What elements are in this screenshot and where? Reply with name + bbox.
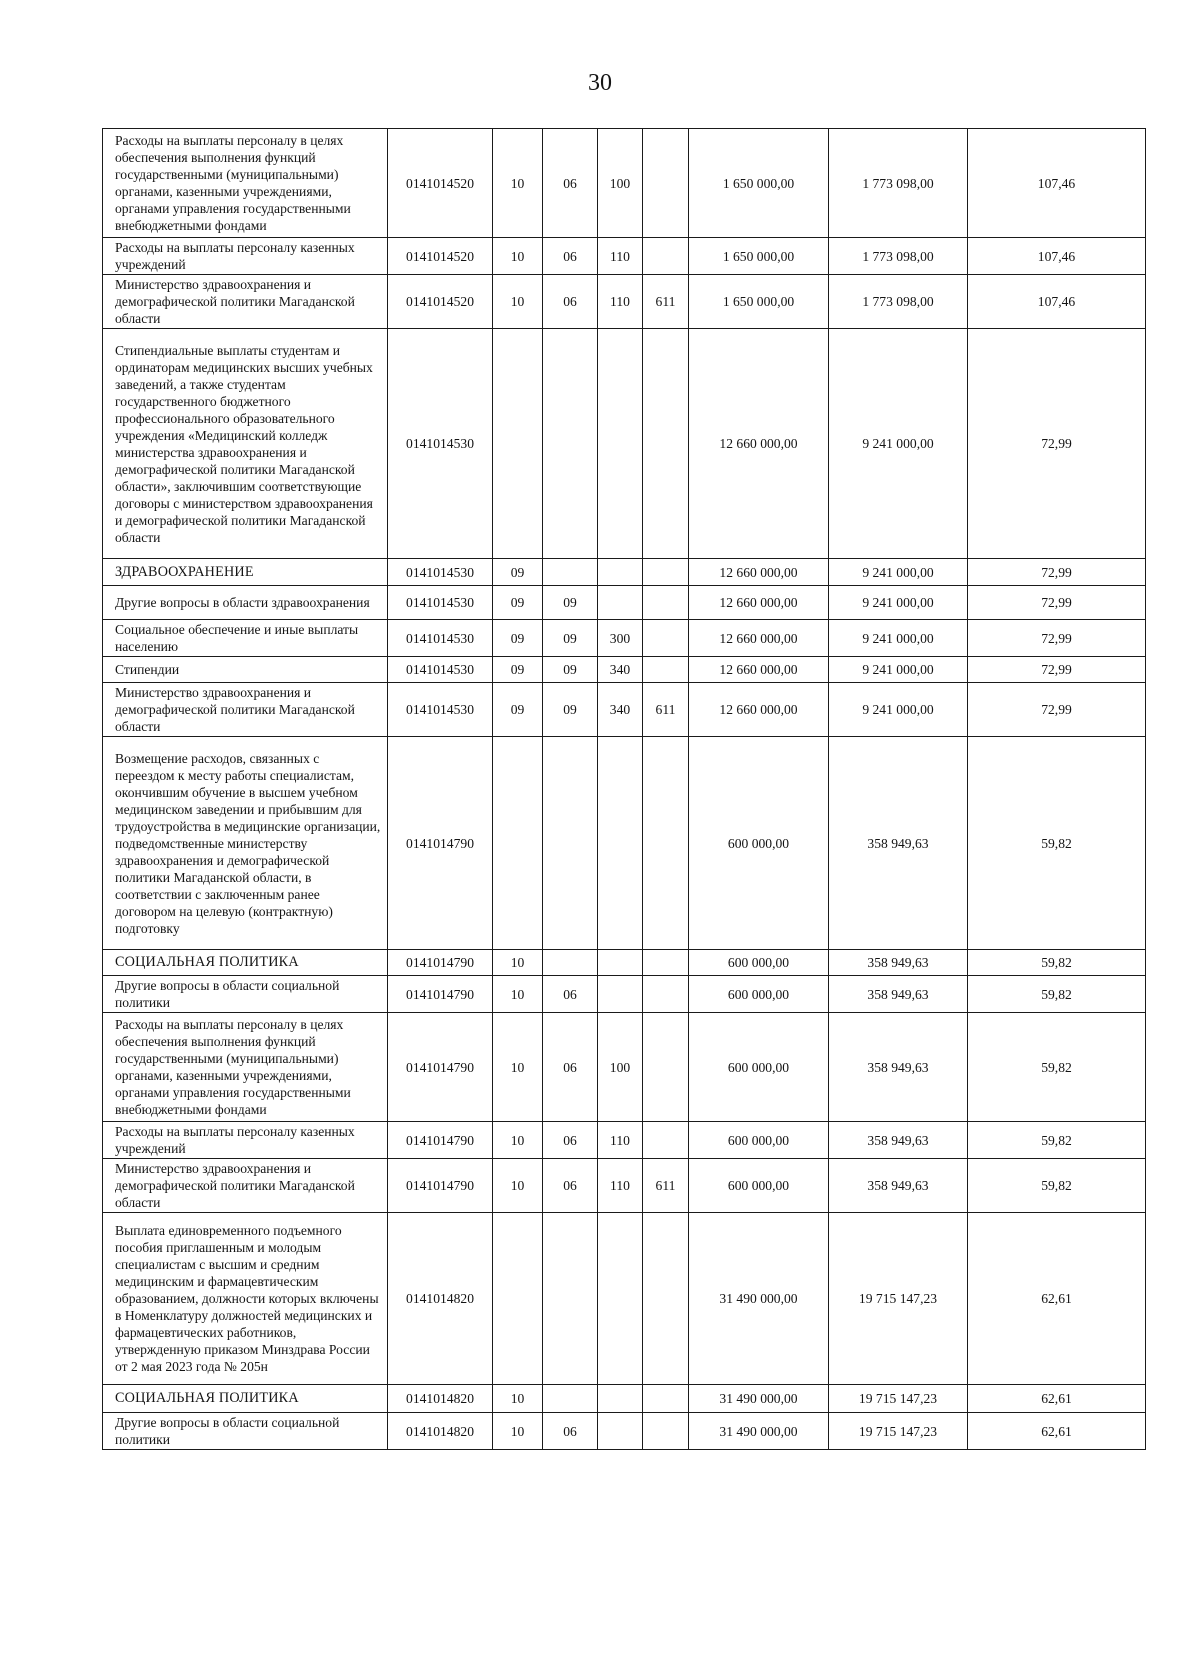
planned-amount: 12 660 000,00 bbox=[689, 657, 829, 683]
section-code bbox=[493, 1213, 543, 1385]
execution-percent: 59,82 bbox=[968, 1159, 1146, 1213]
table-row bbox=[103, 1013, 1146, 1122]
actual-amount: 358 949,63 bbox=[829, 1122, 968, 1159]
actual-amount: 9 241 000,00 bbox=[829, 683, 968, 737]
ministry-code bbox=[643, 737, 689, 950]
ministry-code: 611 bbox=[643, 1159, 689, 1213]
subsection-code: 06 bbox=[543, 1013, 598, 1122]
ministry-code: 611 bbox=[643, 275, 689, 329]
table-row bbox=[103, 737, 1146, 950]
table-row bbox=[103, 329, 1146, 559]
row-name: Другие вопросы в области социальной политики bbox=[103, 976, 388, 1013]
table-row bbox=[103, 620, 1146, 657]
subsection-code: 06 bbox=[543, 1413, 598, 1450]
table-row bbox=[103, 1413, 1146, 1450]
section-code bbox=[493, 737, 543, 950]
expense-type-code: 340 bbox=[598, 657, 643, 683]
page-number: 30 bbox=[588, 70, 612, 96]
actual-amount: 1 773 098,00 bbox=[829, 275, 968, 329]
subsection-code: 09 bbox=[543, 657, 598, 683]
expense-type-code: 300 bbox=[598, 620, 643, 657]
expense-type-code: 100 bbox=[598, 1013, 643, 1122]
target-article-code: 0141014530 bbox=[388, 329, 493, 559]
row-name: Другие вопросы в области социальной политики bbox=[103, 1413, 388, 1450]
section-code: 10 bbox=[493, 129, 543, 238]
row-name: Министерство здравоохранения и демографической политики Магаданской области bbox=[103, 275, 388, 329]
target-article-code: 0141014520 bbox=[388, 238, 493, 275]
subsection-code: 09 bbox=[543, 683, 598, 737]
execution-percent: 62,61 bbox=[968, 1213, 1146, 1385]
planned-amount: 12 660 000,00 bbox=[689, 683, 829, 737]
planned-amount: 12 660 000,00 bbox=[689, 559, 829, 586]
planned-amount: 31 490 000,00 bbox=[689, 1413, 829, 1450]
planned-amount: 31 490 000,00 bbox=[689, 1213, 829, 1385]
table-row bbox=[103, 586, 1146, 620]
table-row bbox=[103, 275, 1146, 329]
execution-percent: 62,61 bbox=[968, 1413, 1146, 1450]
expense-type-code: 110 bbox=[598, 1159, 643, 1213]
table-row bbox=[103, 1122, 1146, 1159]
row-name: Возмещение расходов, связанных с переездом к месту работы специалистам, окончившим обучение в высшем учебном медицинском заведении и прибывшим для трудоустройства в медицинские организации, подведомственные министерству здравоохранения и демографической политики Магаданской области, в соответствии с заключенным ранее договором на целевую (контрактную) подготовку bbox=[103, 737, 388, 950]
actual-amount: 19 715 147,23 bbox=[829, 1413, 968, 1450]
row-name: СОЦИАЛЬНАЯ ПОЛИТИКА bbox=[103, 1385, 388, 1413]
execution-percent: 59,82 bbox=[968, 737, 1146, 950]
subsection-code: 06 bbox=[543, 1122, 598, 1159]
expense-type-code bbox=[598, 950, 643, 976]
section-code: 10 bbox=[493, 1413, 543, 1450]
ministry-code bbox=[643, 950, 689, 976]
expense-type-code: 110 bbox=[598, 1122, 643, 1159]
row-name: Расходы на выплаты персоналу в целях обеспечения выполнения функций государственными (муниципальными) органами, казенными учреждениями, органами управления государственными внебюджетными фондами bbox=[103, 129, 388, 238]
ministry-code bbox=[643, 657, 689, 683]
actual-amount: 9 241 000,00 bbox=[829, 329, 968, 559]
expense-type-code bbox=[598, 1385, 643, 1413]
actual-amount: 1 773 098,00 bbox=[829, 129, 968, 238]
expense-type-code bbox=[598, 737, 643, 950]
ministry-code bbox=[643, 1122, 689, 1159]
section-code: 10 bbox=[493, 1159, 543, 1213]
section-code: 09 bbox=[493, 620, 543, 657]
actual-amount: 19 715 147,23 bbox=[829, 1385, 968, 1413]
actual-amount: 9 241 000,00 bbox=[829, 620, 968, 657]
planned-amount: 1 650 000,00 bbox=[689, 129, 829, 238]
planned-amount: 600 000,00 bbox=[689, 1013, 829, 1122]
target-article-code: 0141014520 bbox=[388, 129, 493, 238]
target-article-code: 0141014530 bbox=[388, 683, 493, 737]
expense-type-code: 110 bbox=[598, 238, 643, 275]
target-article-code: 0141014790 bbox=[388, 976, 493, 1013]
section-code: 10 bbox=[493, 1385, 543, 1413]
row-name: Министерство здравоохранения и демографической политики Магаданской области bbox=[103, 1159, 388, 1213]
target-article-code: 0141014520 bbox=[388, 275, 493, 329]
actual-amount: 9 241 000,00 bbox=[829, 657, 968, 683]
expense-type-code: 340 bbox=[598, 683, 643, 737]
table-row bbox=[103, 683, 1146, 737]
ministry-code bbox=[643, 1385, 689, 1413]
planned-amount: 1 650 000,00 bbox=[689, 238, 829, 275]
subsection-code: 06 bbox=[543, 976, 598, 1013]
planned-amount: 12 660 000,00 bbox=[689, 620, 829, 657]
row-name: СОЦИАЛЬНАЯ ПОЛИТИКА bbox=[103, 950, 388, 976]
row-name: Расходы на выплаты персоналу в целях обеспечения выполнения функций государственными (муниципальными) органами, казенными учреждениями, органами управления государственными внебюджетными фондами bbox=[103, 1013, 388, 1122]
subsection-code bbox=[543, 737, 598, 950]
planned-amount: 600 000,00 bbox=[689, 976, 829, 1013]
target-article-code: 0141014790 bbox=[388, 1122, 493, 1159]
section-code: 09 bbox=[493, 586, 543, 620]
expense-type-code bbox=[598, 329, 643, 559]
row-name: Социальное обеспечение и иные выплаты населению bbox=[103, 620, 388, 657]
target-article-code: 0141014530 bbox=[388, 657, 493, 683]
row-name: Расходы на выплаты персоналу казенных учреждений bbox=[103, 1122, 388, 1159]
execution-percent: 72,99 bbox=[968, 329, 1146, 559]
ministry-code bbox=[643, 976, 689, 1013]
planned-amount: 600 000,00 bbox=[689, 1122, 829, 1159]
subsection-code: 06 bbox=[543, 129, 598, 238]
execution-percent: 59,82 bbox=[968, 950, 1146, 976]
actual-amount: 1 773 098,00 bbox=[829, 238, 968, 275]
actual-amount: 358 949,63 bbox=[829, 976, 968, 1013]
target-article-code: 0141014820 bbox=[388, 1213, 493, 1385]
execution-percent: 72,99 bbox=[968, 620, 1146, 657]
planned-amount: 600 000,00 bbox=[689, 1159, 829, 1213]
planned-amount: 31 490 000,00 bbox=[689, 1385, 829, 1413]
execution-percent: 59,82 bbox=[968, 976, 1146, 1013]
execution-percent: 107,46 bbox=[968, 129, 1146, 238]
row-name: Стипендии bbox=[103, 657, 388, 683]
execution-percent: 107,46 bbox=[968, 238, 1146, 275]
actual-amount: 9 241 000,00 bbox=[829, 559, 968, 586]
expense-type-code: 100 bbox=[598, 129, 643, 238]
expense-type-code bbox=[598, 976, 643, 1013]
subsection-code: 06 bbox=[543, 1159, 598, 1213]
budget-table bbox=[102, 128, 1146, 1450]
target-article-code: 0141014790 bbox=[388, 1159, 493, 1213]
execution-percent: 72,99 bbox=[968, 657, 1146, 683]
table-row bbox=[103, 657, 1146, 683]
subsection-code: 09 bbox=[543, 620, 598, 657]
subsection-code bbox=[543, 1385, 598, 1413]
row-name: ЗДРАВООХРАНЕНИЕ bbox=[103, 559, 388, 586]
planned-amount: 600 000,00 bbox=[689, 737, 829, 950]
expense-type-code bbox=[598, 1213, 643, 1385]
row-name: Министерство здравоохранения и демографической политики Магаданской области bbox=[103, 683, 388, 737]
expense-type-code: 110 bbox=[598, 275, 643, 329]
expense-type-code bbox=[598, 586, 643, 620]
actual-amount: 19 715 147,23 bbox=[829, 1213, 968, 1385]
row-name: Расходы на выплаты персоналу казенных учреждений bbox=[103, 238, 388, 275]
row-name: Выплата единовременного подъемного пособия приглашенным и молодым специалистам с высшим и средним медицинским и фармацевтическим образованием, должности которых включены в Номенклатуру должностей медицинских и фармацевтических работников, утвержденную приказом Минздрава России от 2 мая 2023 года № 205н bbox=[103, 1213, 388, 1385]
target-article-code: 0141014820 bbox=[388, 1413, 493, 1450]
target-article-code: 0141014530 bbox=[388, 559, 493, 586]
ministry-code bbox=[643, 329, 689, 559]
target-article-code: 0141014820 bbox=[388, 1385, 493, 1413]
actual-amount: 358 949,63 bbox=[829, 1013, 968, 1122]
ministry-code bbox=[643, 559, 689, 586]
subsection-code: 06 bbox=[543, 275, 598, 329]
section-code: 09 bbox=[493, 559, 543, 586]
ministry-code bbox=[643, 1013, 689, 1122]
section-code bbox=[493, 329, 543, 559]
subsection-code bbox=[543, 329, 598, 559]
ministry-code bbox=[643, 620, 689, 657]
execution-percent: 62,61 bbox=[968, 1385, 1146, 1413]
row-name: Другие вопросы в области здравоохранения bbox=[103, 586, 388, 620]
target-article-code: 0141014530 bbox=[388, 620, 493, 657]
section-code: 10 bbox=[493, 1013, 543, 1122]
actual-amount: 9 241 000,00 bbox=[829, 586, 968, 620]
table-row bbox=[103, 1159, 1146, 1213]
table-row bbox=[103, 129, 1146, 238]
expense-type-code bbox=[598, 1413, 643, 1450]
planned-amount: 600 000,00 bbox=[689, 950, 829, 976]
subsection-code bbox=[543, 559, 598, 586]
section-code: 09 bbox=[493, 657, 543, 683]
ministry-code: 611 bbox=[643, 683, 689, 737]
execution-percent: 59,82 bbox=[968, 1013, 1146, 1122]
table-row bbox=[103, 950, 1146, 976]
target-article-code: 0141014530 bbox=[388, 586, 493, 620]
section-code: 09 bbox=[493, 683, 543, 737]
table-row bbox=[103, 1213, 1146, 1385]
ministry-code bbox=[643, 238, 689, 275]
table-body bbox=[103, 129, 1146, 1450]
subsection-code: 06 bbox=[543, 238, 598, 275]
execution-percent: 72,99 bbox=[968, 559, 1146, 586]
execution-percent: 72,99 bbox=[968, 683, 1146, 737]
row-name: Стипендиальные выплаты студентам и ординаторам медицинских высших учебных заведений, а также студентам государственного бюджетного профессионального образовательного учреждения «Медицинский колледж министерства здравоохранения и демографической политики Магаданской области», заключившим соответствующие договоры с министерством здравоохранения и демографической политики Магаданской области bbox=[103, 329, 388, 559]
ministry-code bbox=[643, 1413, 689, 1450]
section-code: 10 bbox=[493, 275, 543, 329]
section-code: 10 bbox=[493, 976, 543, 1013]
execution-percent: 72,99 bbox=[968, 586, 1146, 620]
subsection-code: 09 bbox=[543, 586, 598, 620]
planned-amount: 12 660 000,00 bbox=[689, 586, 829, 620]
subsection-code bbox=[543, 1213, 598, 1385]
section-code: 10 bbox=[493, 950, 543, 976]
subsection-code bbox=[543, 950, 598, 976]
target-article-code: 0141014790 bbox=[388, 1013, 493, 1122]
table-row bbox=[103, 976, 1146, 1013]
planned-amount: 12 660 000,00 bbox=[689, 329, 829, 559]
ministry-code bbox=[643, 129, 689, 238]
table-row bbox=[103, 559, 1146, 586]
section-code: 10 bbox=[493, 238, 543, 275]
section-code: 10 bbox=[493, 1122, 543, 1159]
table-row bbox=[103, 238, 1146, 275]
table-row bbox=[103, 1385, 1146, 1413]
target-article-code: 0141014790 bbox=[388, 737, 493, 950]
execution-percent: 107,46 bbox=[968, 275, 1146, 329]
expense-type-code bbox=[598, 559, 643, 586]
ministry-code bbox=[643, 586, 689, 620]
ministry-code bbox=[643, 1213, 689, 1385]
actual-amount: 358 949,63 bbox=[829, 950, 968, 976]
actual-amount: 358 949,63 bbox=[829, 737, 968, 950]
planned-amount: 1 650 000,00 bbox=[689, 275, 829, 329]
target-article-code: 0141014790 bbox=[388, 950, 493, 976]
actual-amount: 358 949,63 bbox=[829, 1159, 968, 1213]
execution-percent: 59,82 bbox=[968, 1122, 1146, 1159]
